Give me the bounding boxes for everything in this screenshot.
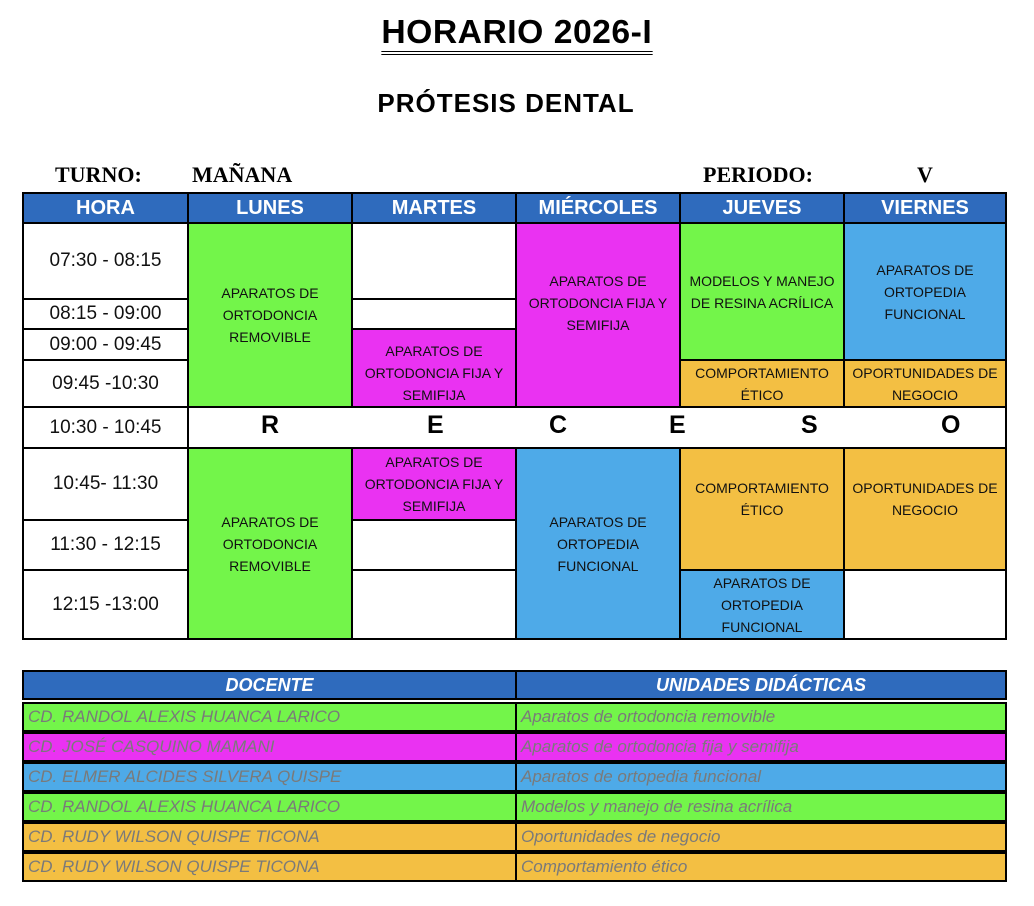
class-block-martes-pm: APARATOS DE ORTODONCIA FIJA Y SEMIFIJA xyxy=(351,447,517,521)
column-header-hora: HORA xyxy=(22,192,189,224)
page-title xyxy=(0,14,1034,55)
docente-name: CD. RUDY WILSON QUISPE TICONA xyxy=(22,852,517,882)
time-slot: 07:30 - 08:15 xyxy=(22,222,189,300)
time-slot: 11:30 - 12:15 xyxy=(22,519,189,571)
docente-name: CD. RUDY WILSON QUISPE TICONA xyxy=(22,822,517,852)
empty-slot xyxy=(351,298,517,330)
title-text: HORARIO 2026-I xyxy=(382,14,653,55)
docente-name: CD. JOSÉ CASQUINO MAMANI xyxy=(22,732,517,762)
column-header-miercoles: MIÉRCOLES xyxy=(515,192,681,224)
schedule-table xyxy=(22,192,1007,640)
legend-header-row xyxy=(22,670,1007,700)
class-block-miercoles-am: APARATOS DE ORTODONCIA FIJA Y SEMIFIJA xyxy=(515,222,681,408)
time-slot: 08:15 - 09:00 xyxy=(22,298,189,330)
legend-row xyxy=(22,822,1007,852)
break-letter: R xyxy=(261,411,280,439)
class-block-viernes-am1: APARATOS DE ORTOPEDIA FUNCIONAL xyxy=(843,222,1007,361)
unidad-name: Aparatos de ortodoncia removible xyxy=(515,702,1007,732)
break-row xyxy=(187,406,1007,449)
legend-row xyxy=(22,702,1007,732)
class-block-martes-am: APARATOS DE ORTODONCIA FIJA Y SEMIFIJA xyxy=(351,328,517,408)
column-header-lunes: LUNES xyxy=(187,192,353,224)
turno-value: MAÑANA xyxy=(192,162,293,187)
legend-header-docente: DOCENTE xyxy=(22,670,517,700)
break-letter: O xyxy=(941,411,961,439)
periodo-value: V xyxy=(917,162,933,187)
legend-header-unidades: UNIDADES DIDÁCTICAS xyxy=(515,670,1007,700)
empty-slot xyxy=(843,569,1007,640)
legend-row xyxy=(22,732,1007,762)
class-block-jueves-pm2: APARATOS DE ORTOPEDIA FUNCIONAL xyxy=(679,569,845,640)
time-slot-break: 10:30 - 10:45 xyxy=(22,406,189,449)
unidad-name: Modelos y manejo de resina acrílica xyxy=(515,792,1007,822)
program-subtitle: PRÓTESIS DENTAL xyxy=(377,88,635,118)
periodo-label: PERIODO: xyxy=(703,162,813,187)
time-slot: 09:00 - 09:45 xyxy=(22,328,189,361)
class-block-jueves-pm1: COMPORTAMIENTO ÉTICO xyxy=(679,447,845,571)
unidad-name: Oportunidades de negocio xyxy=(515,822,1007,852)
unidad-name: Aparatos de ortopedia funcional xyxy=(515,762,1007,792)
class-block-lunes-am: APARATOS DE ORTODONCIA REMOVIBLE xyxy=(187,222,353,408)
empty-slot xyxy=(351,222,517,300)
break-letter: C xyxy=(549,411,568,439)
class-block-viernes-pm: OPORTUNIDADES DE NEGOCIO xyxy=(843,447,1007,571)
empty-slot xyxy=(351,569,517,640)
break-letter: E xyxy=(669,411,686,439)
time-slot: 10:45- 11:30 xyxy=(22,447,189,521)
legend-row xyxy=(22,762,1007,792)
unidad-name: Comportamiento ético xyxy=(515,852,1007,882)
class-block-jueves-am1: MODELOS Y MANEJO DE RESINA ACRÍLICA xyxy=(679,222,845,361)
legend-row xyxy=(22,852,1007,882)
time-slot: 12:15 -13:00 xyxy=(22,569,189,640)
docente-name: CD. RANDOL ALEXIS HUANCA LARICO xyxy=(22,702,517,732)
class-block-miercoles-pm: APARATOS DE ORTOPEDIA FUNCIONAL xyxy=(515,447,681,640)
unidad-name: Aparatos de ortodoncia fija y semifija xyxy=(515,732,1007,762)
docente-name: CD. RANDOL ALEXIS HUANCA LARICO xyxy=(22,792,517,822)
break-letter: E xyxy=(427,411,444,439)
docente-name: CD. ELMER ALCIDES SILVERA QUISPE xyxy=(22,762,517,792)
class-block-jueves-am2: COMPORTAMIENTO ÉTICO xyxy=(679,359,845,408)
class-block-lunes-pm: APARATOS DE ORTODONCIA REMOVIBLE xyxy=(187,447,353,640)
break-letter: S xyxy=(801,411,818,439)
column-header-viernes: VIERNES xyxy=(843,192,1007,224)
class-block-viernes-am2: OPORTUNIDADES DE NEGOCIO xyxy=(843,359,1007,408)
time-slot: 09:45 -10:30 xyxy=(22,359,189,408)
empty-slot xyxy=(351,519,517,571)
column-header-jueves: JUEVES xyxy=(679,192,845,224)
column-header-martes: MARTES xyxy=(351,192,517,224)
turno-label: TURNO: xyxy=(55,162,142,187)
legend-row xyxy=(22,792,1007,822)
